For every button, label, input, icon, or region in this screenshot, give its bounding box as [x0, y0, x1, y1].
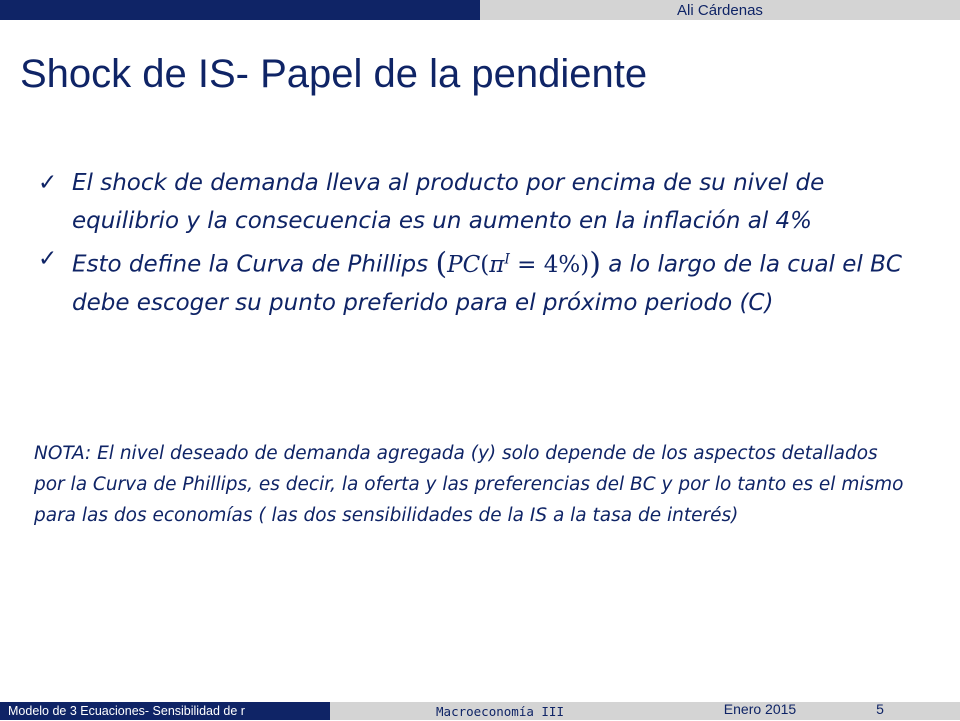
- check-icon: ✓: [38, 170, 58, 196]
- phillips-curve-formula: $PC(\pi^I = 4\%)$: [447, 251, 590, 278]
- bullet-text: El shock de demanda lleva al producto por encima de su nivel de equilibrio y la consecuencia es un aumento en la inflación al 4%: [72, 170, 825, 234]
- author-name: Ali Cárdenas: [677, 2, 763, 19]
- bullet-text-before: Esto define la Curva de Phillips: [72, 251, 429, 278]
- footer-date: Enero 2015: [723, 701, 797, 717]
- footer-course-name: Macroeconomía III: [436, 704, 564, 719]
- footer-course-topic: Modelo de 3 Ecuaciones- Sensibilidad de r: [8, 704, 245, 718]
- page-number: 5: [876, 701, 884, 717]
- check-icon: ✓: [38, 246, 58, 272]
- header-bar-navy: [0, 0, 480, 20]
- bullet-text-after: a lo largo de la cual el BC debe escoger su punto preferido para el próximo periodo (C): [72, 251, 902, 316]
- bullet-item: ✓ Esto define la Curva de Phillips $(PC(\pi^I = 4\%))$ a lo largo de la cual el BC debe escoger su punto preferido para el próximo periodo (C): [38, 240, 918, 322]
- bullet-list: [38, 164, 918, 322]
- note-paragraph: NOTA: El nivel deseado de demanda agregada (y) solo depende de los aspectos detallados por la Curva de Phillips, es decir, la oferta y las preferencias del BC y por lo tanto es el mismo para las dos economías ( las dos sensibilidades de la IS a la tasa de interés): [34, 443, 904, 526]
- slide-title: Shock de IS- Papel de la pendiente: [20, 52, 648, 96]
- bullet-item: [38, 164, 918, 240]
